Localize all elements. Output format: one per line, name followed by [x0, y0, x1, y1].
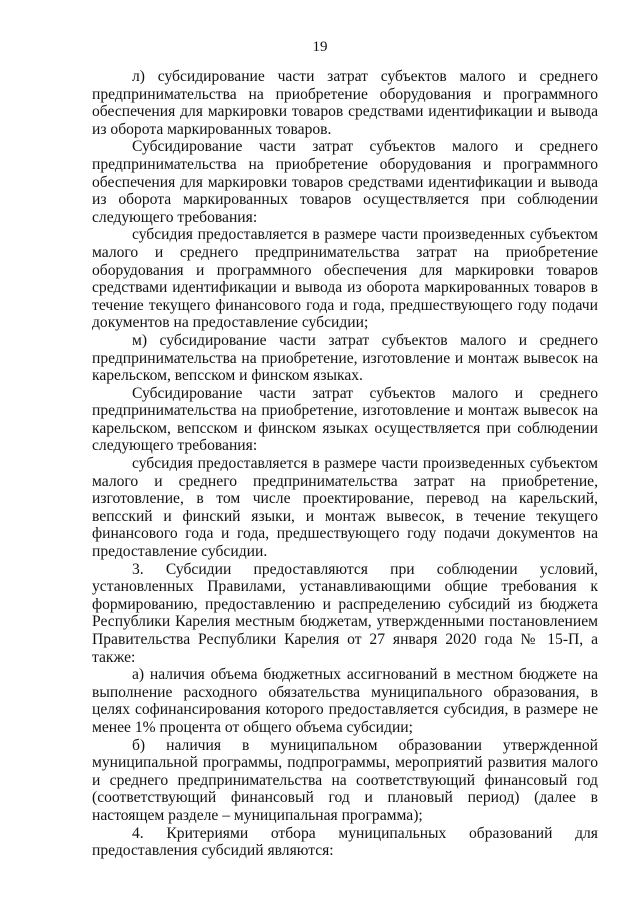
- paragraph-m-conditions: Субсидирование части затрат субъектов малого и среднего предпринимательства на приобретение, изготовление и монтаж вывесок на карельском, вепсском и финском языках осуществляется при соблюдении следующего требования:: [92, 384, 598, 455]
- paragraph-3b: б) наличия в муниципальном образовании утвержденной муниципальной программы, подпрограммы, мероприятий развития малого и среднего предпринимательства на соответствующий финансовый год (соответствующий финансовый год и плановый период) (далее в настоящем разделе – муниципальная программа);: [92, 736, 598, 824]
- paragraph-4-criteria: 4. Критериями отбора муниципальных образований для предоставления субсидий являются:: [92, 824, 598, 860]
- document-body: [92, 68, 598, 860]
- page-number: 19: [312, 39, 328, 55]
- paragraph-m-subsidy: м) субсидирование части затрат субъектов малого и среднего предпринимательства на приобретение, изготовление и монтаж вывесок на карельском, вепсском и финском языках.: [92, 331, 598, 385]
- paragraph-l-conditions: Субсидирование части затрат субъектов малого и среднего предпринимательства на приобретение оборудования и программного обеспечения для маркировки товаров средствами идентификации и вывода из оборота маркированных товаров осуществляется при соблюдении следующего требования:: [92, 138, 598, 226]
- paragraph-l-requirement: субсидия предоставляется в размере части произведенных субъектом малого и среднего предпринимательства затрат на приобретение оборудования и программного обеспечения для маркировки товаров средствами идентификации и вывода из оборота маркированных товаров в течение текущего финансового года и года, предшествующего году подачи документов на предоставление субсидии;: [92, 226, 598, 332]
- paragraph-3-conditions: 3. Субсидии предоставляются при соблюдении условий, установленных Правилами, устанавливающими общие требования к формированию, предоставлению и распределению субсидий из бюджета Республики Карелия местным бюджетам, утвержденными постановлением Правительства Республики Карелия от 27 января 2020 года № 15-П, а также:: [92, 560, 598, 666]
- paragraph-3a: а) наличия объема бюджетных ассигнований в местном бюджете на выполнение расходного обязательства муниципального образования, в целях софинансирования которого предоставляется субсидия, в размере не менее 1% процента от общего объема субсидии;: [92, 666, 598, 736]
- paragraph-m-requirement: субсидия предоставляется в размере части произведенных субъектом малого и среднего предпринимательства затрат на приобретение, изготовление, в том числе проектирование, перевод на карельский, вепсский и финский языки, и монтаж вывесок, в течение текущего финансового года и года, предшествующего году подачи документов на предоставление субсидии.: [92, 455, 598, 561]
- paragraph-l-subsidy: л) субсидирование части затрат субъектов малого и среднего предпринимательства на приобретение оборудования и программного обеспечения для маркировки товаров средствами идентификации и вывода из оборота маркированных товаров.: [92, 68, 598, 138]
